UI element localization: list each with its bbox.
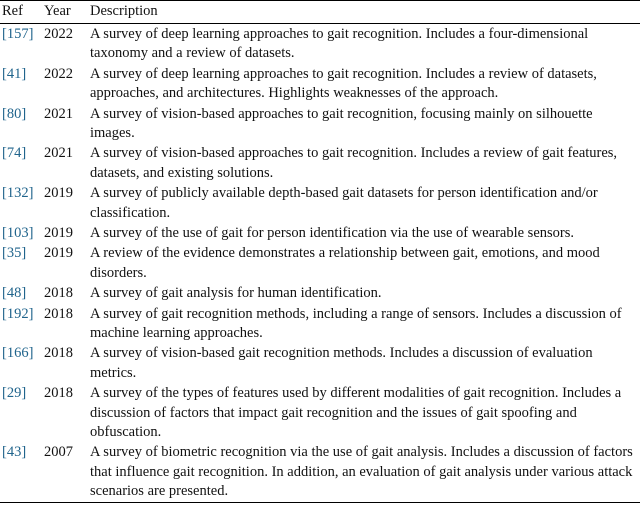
year-cell: 2018 <box>44 385 73 402</box>
description-cell: A survey of the types of features used by different modalities of gait recognition. Includes a discussion of factors that impact gait recognition and the issues of gait spoofing and obfuscation. <box>90 385 622 441</box>
year-cell: 2018 <box>44 305 73 322</box>
ref-cell <box>0 304 44 344</box>
table-row <box>0 443 640 503</box>
header-row <box>0 1 640 24</box>
table-row <box>0 184 640 224</box>
citation-link[interactable]: [74] <box>2 145 27 162</box>
citation-link[interactable]: [157] <box>2 25 34 42</box>
description-cell: A survey of the use of gait for person identification via the use of wearable sensors. <box>90 224 574 241</box>
col-header-description: Description <box>90 1 640 24</box>
ref-cell <box>0 244 44 284</box>
year-cell: 2022 <box>44 25 73 42</box>
table-body <box>0 24 640 503</box>
year-cell: 2007 <box>44 444 73 461</box>
table-row <box>0 344 640 384</box>
ref-cell <box>0 104 44 144</box>
table-row <box>0 304 640 344</box>
col-header-year: Year <box>44 1 90 24</box>
ref-cell <box>0 144 44 184</box>
description-cell: A survey of deep learning approaches to gait recognition. Includes a four-dimensional taxonomy and a review of datasets. <box>90 25 589 62</box>
citation-link[interactable]: [29] <box>2 385 27 402</box>
description-cell: A survey of vision-based approaches to gait recognition, focusing mainly on silhouette images. <box>90 105 593 141</box>
description-cell: A survey of gait analysis for human identification. <box>90 285 382 302</box>
col-header-ref: Ref <box>0 1 44 24</box>
description-cell: A survey of biometric recognition via the use of gait analysis. Includes a discussion of factors that influence gait recognition. In addition, an evaluation of gait analysis under various attack scenarios are presented. <box>90 444 633 500</box>
citation-link[interactable]: [35] <box>2 245 27 262</box>
description-cell: A survey of publicly available depth-based gait datasets for person identification and/or classification. <box>90 185 598 221</box>
year-cell: 2018 <box>44 285 73 302</box>
year-cell: 2019 <box>44 185 73 202</box>
ref-cell <box>0 24 44 64</box>
citation-link[interactable]: [192] <box>2 305 34 322</box>
citation-link[interactable]: [43] <box>2 444 27 461</box>
year-cell: 2021 <box>44 105 73 122</box>
description-cell: A survey of gait recognition methods, including a range of sensors. Includes a discussion of machine learning approaches. <box>90 305 622 341</box>
table-row <box>0 384 640 443</box>
description-cell: A survey of vision-based approaches to gait recognition. Includes a review of gait features, datasets, and existing solutions. <box>90 145 618 181</box>
year-cell: 2021 <box>44 145 73 162</box>
table-row <box>0 144 640 184</box>
citation-link[interactable]: [166] <box>2 345 34 362</box>
year-cell: 2019 <box>44 245 73 262</box>
citation-link[interactable]: [80] <box>2 105 27 122</box>
table-row <box>0 284 640 304</box>
citation-link[interactable]: [41] <box>2 65 27 82</box>
description-cell: A survey of deep learning approaches to gait recognition. Includes a review of datasets, approaches, and architectures. Highlights weaknesses of the approach. <box>90 65 597 102</box>
ref-cell <box>0 284 44 304</box>
table-header <box>0 1 640 24</box>
citation-link[interactable]: [103] <box>2 224 34 241</box>
description-cell: A review of the evidence demonstrates a relationship between gait, emotions, and mood disorders. <box>90 245 600 281</box>
ref-cell <box>0 443 44 503</box>
citation-link[interactable]: [132] <box>2 185 34 202</box>
table-row <box>0 64 640 104</box>
year-cell: 2022 <box>44 65 73 82</box>
table-row <box>0 24 640 64</box>
table-row <box>0 223 640 243</box>
year-cell: 2018 <box>44 345 73 362</box>
year-cell: 2019 <box>44 224 73 241</box>
ref-cell <box>0 223 44 243</box>
description-cell: A survey of vision-based gait recognition methods. Includes a discussion of evaluation metrics. <box>90 345 593 381</box>
ref-cell <box>0 384 44 443</box>
citation-link[interactable]: [48] <box>2 285 27 302</box>
ref-cell <box>0 64 44 104</box>
table-row <box>0 104 640 144</box>
ref-cell <box>0 184 44 224</box>
table-row <box>0 244 640 284</box>
ref-cell <box>0 344 44 384</box>
